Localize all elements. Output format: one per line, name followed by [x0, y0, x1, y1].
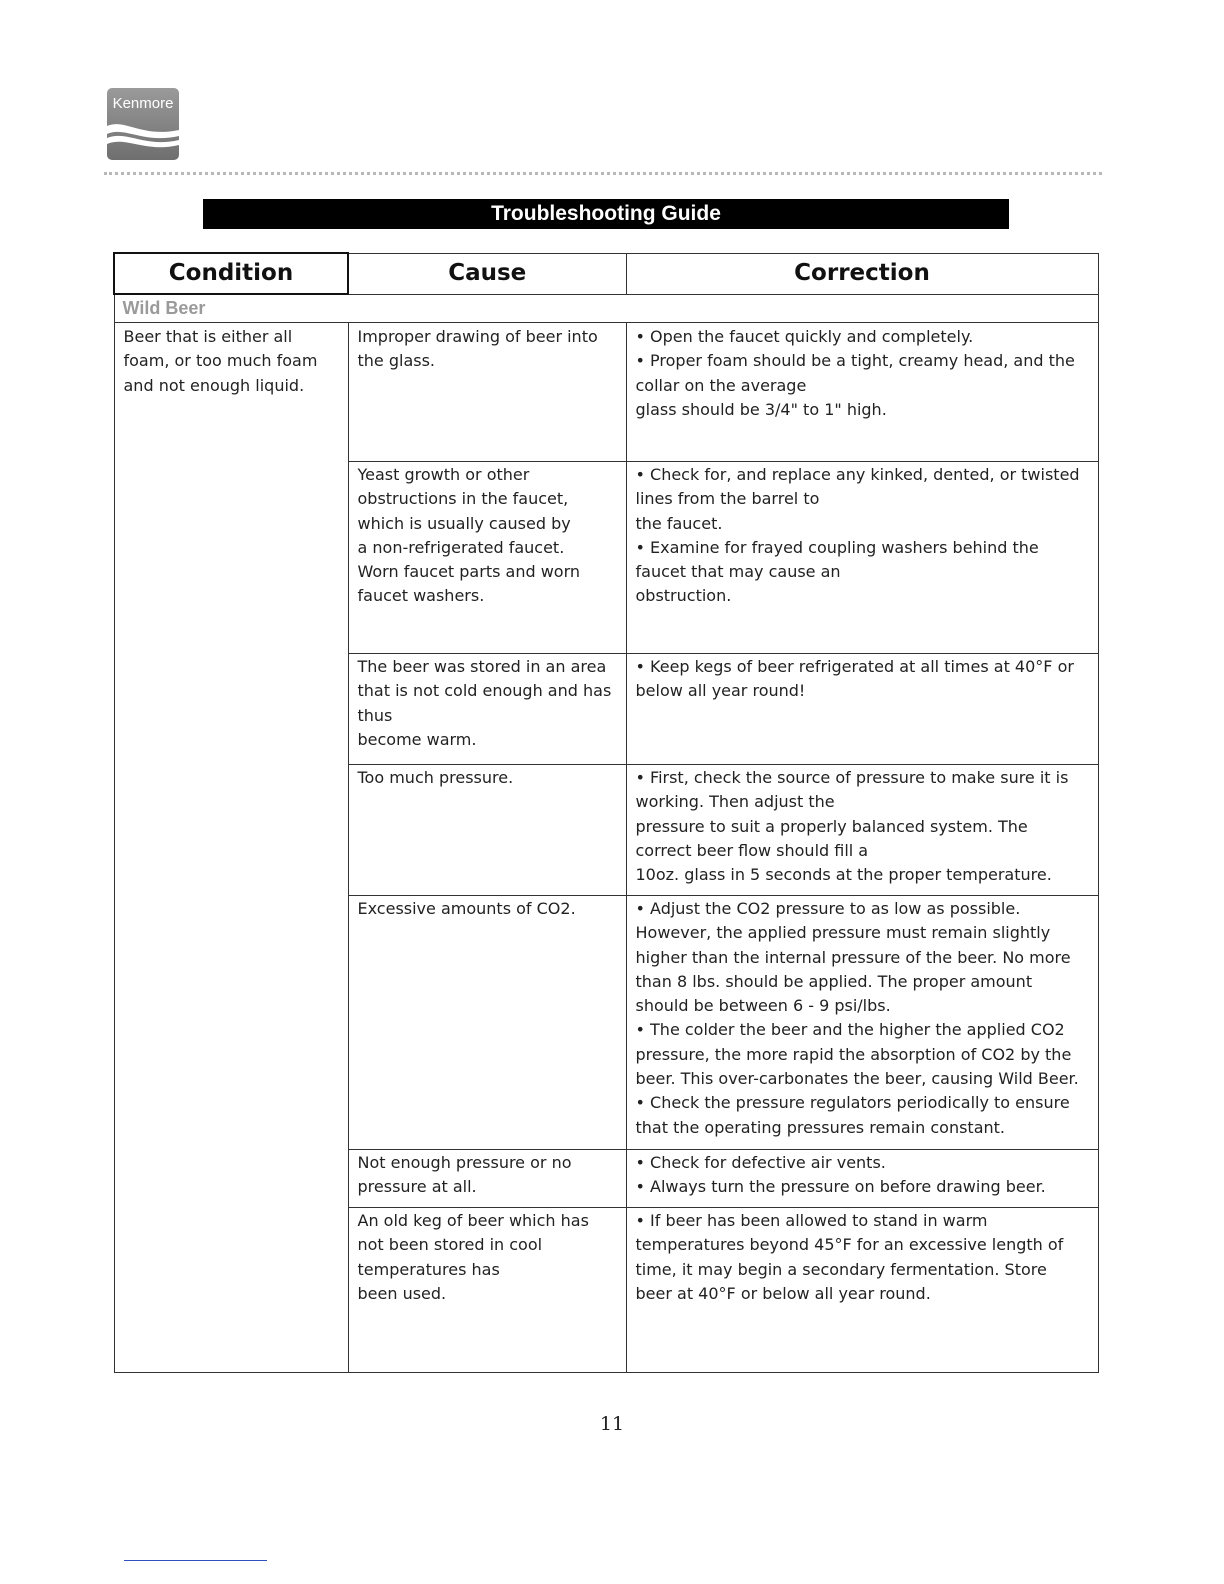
cause-cell [348, 765, 626, 896]
correction-line: obstruction. [635, 586, 732, 606]
cause-line: pressure at all. [357, 1177, 477, 1197]
correction-line: pressure to suit a properly balanced system. The [635, 816, 1028, 836]
correction-line: • If beer has been allowed to stand in warm [635, 1211, 988, 1230]
cause-cell [348, 896, 626, 1150]
correction-line: collar on the average [635, 375, 807, 395]
table-header-row [114, 253, 1098, 294]
cause-line: Yeast growth or other [357, 465, 530, 484]
cause-line: not been stored in cool [357, 1235, 543, 1255]
correction-line: • Open the faucet quickly and completely. [635, 327, 974, 346]
header-condition: Condition [114, 253, 348, 294]
correction-line: • Examine for frayed coupling washers behind the [635, 537, 1039, 557]
correction-line: time, it may begin a secondary fermentation. Store [635, 1259, 1047, 1279]
correction-line: temperatures beyond 45°F for an excessive length of [635, 1235, 1064, 1255]
correction-line: correct beer flow should fill a [635, 840, 869, 860]
correction-line: • Check the pressure regulators periodically to ensure [635, 1093, 1070, 1113]
condition-line: Beer that is either all [123, 327, 293, 346]
correction-cell [626, 765, 1098, 896]
cause-line: Excessive amounts of CO2. [357, 899, 576, 918]
correction-line: that the operating pressures remain constant. [635, 1117, 1005, 1137]
correction-line: • Check for defective air vents. [635, 1153, 886, 1172]
correction-line: beer. This over-carbonates the beer, causing Wild Beer. [635, 1069, 1079, 1089]
footer-rule [124, 1560, 267, 1561]
correction-cell [626, 323, 1098, 462]
cause-line: become warm. [357, 729, 477, 749]
cause-cell [348, 654, 626, 765]
cause-line: The beer was stored in an area [357, 657, 607, 676]
kenmore-logo [107, 88, 179, 160]
correction-line: • Check for, and replace any kinked, dented, or twisted [635, 465, 1080, 484]
table-row [114, 323, 1098, 462]
correction-line: faucet that may cause an [635, 562, 841, 582]
cause-line: been used. [357, 1283, 447, 1303]
cause-cell [348, 323, 626, 462]
cause-line: thus [357, 705, 393, 725]
correction-line: below all year round! [635, 681, 806, 701]
logo-text: Kenmore [112, 95, 174, 112]
correction-line: However, the applied pressure must remain slightly [635, 923, 1051, 943]
cause-line: Worn faucet parts and worn [357, 562, 581, 582]
correction-cell [626, 1150, 1098, 1208]
correction-line: glass should be 3/4" to 1" high. [635, 399, 887, 419]
condition-line: and not enough liquid. [123, 375, 305, 395]
page-title: Troubleshooting Guide [203, 199, 1009, 229]
correction-line: • Adjust the CO2 pressure to as low as possible. [635, 899, 1021, 918]
cause-line: An old keg of beer which has [357, 1211, 589, 1230]
correction-line: than 8 lbs. should be applied. The proper amount [635, 971, 1033, 991]
correction-line: working. Then adjust the [635, 792, 835, 812]
correction-line: • Keep kegs of beer refrigerated at all times at 40°F or [635, 657, 1074, 676]
correction-line: • The colder the beer and the higher the applied CO2 [635, 1020, 1065, 1040]
header-correction: Correction [626, 253, 1098, 294]
header-divider [104, 172, 1102, 175]
correction-cell [626, 462, 1098, 654]
cause-cell [348, 462, 626, 654]
cause-line: temperatures has [357, 1259, 500, 1279]
correction-line: • Proper foam should be a tight, creamy head, and the [635, 351, 1075, 371]
section-label: Wild Beer [114, 294, 1098, 323]
correction-cell [626, 896, 1098, 1150]
header-cause: Cause [348, 253, 626, 294]
logo-swoosh-icon [107, 116, 179, 160]
troubleshooting-table [113, 252, 1099, 1373]
correction-line: • First, check the source of pressure to make sure it is [635, 768, 1069, 787]
cause-line: Improper drawing of beer into [357, 327, 598, 346]
cause-line: a non-refrigerated faucet. [357, 537, 565, 557]
cause-line: faucet washers. [357, 586, 485, 606]
cause-line: which is usually caused by [357, 513, 571, 533]
section-row [114, 294, 1098, 323]
correction-line: 10oz. glass in 5 seconds at the proper temperature. [635, 865, 1052, 885]
condition-line: foam, or too much foam [123, 351, 318, 371]
correction-line: should be between 6 - 9 psi/lbs. [635, 996, 891, 1016]
cause-line: the glass. [357, 351, 436, 371]
condition-cell [114, 323, 348, 1373]
cause-cell [348, 1150, 626, 1208]
cause-cell [348, 1208, 626, 1373]
correction-line: • Always turn the pressure on before drawing beer. [635, 1177, 1046, 1197]
cause-line: Not enough pressure or no [357, 1153, 572, 1172]
correction-cell [626, 1208, 1098, 1373]
correction-line: lines from the barrel to [635, 489, 820, 509]
cause-line: obstructions in the faucet, [357, 489, 569, 509]
page-number: 11 [599, 1413, 625, 1435]
cause-line: Too much pressure. [357, 768, 514, 787]
correction-cell [626, 654, 1098, 765]
cause-line: that is not cold enough and has [357, 681, 612, 701]
correction-line: beer at 40°F or below all year round. [635, 1283, 931, 1303]
correction-line: higher than the internal pressure of the beer. No more [635, 947, 1071, 967]
correction-line: pressure, the more rapid the absorption of CO2 by the [635, 1044, 1072, 1064]
correction-line: the faucet. [635, 513, 723, 533]
